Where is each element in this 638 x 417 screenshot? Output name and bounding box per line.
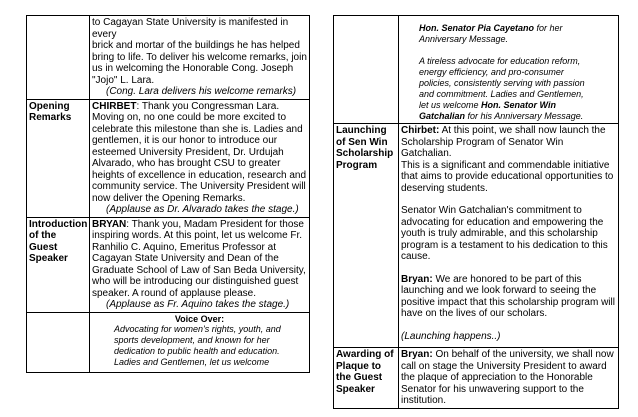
text-line: Advocating for women's rights, youth, and (114, 324, 281, 334)
text-line: Ladies and Gentlemen, let us welcome (114, 357, 270, 367)
opening-remarks-cell (90, 99, 310, 217)
table-row (27, 312, 310, 373)
text-line: launching and we look forward to seeing the (401, 285, 597, 296)
senator-name: Hon. Senator Pia Cayetano (419, 23, 535, 33)
text-span: We are honored to be part of this (432, 273, 582, 285)
text-line: now deliver the Opening Remarks. (92, 192, 246, 204)
row-label-introduction (27, 217, 90, 312)
text-line: who will be introducing our distinguished guest (92, 276, 299, 287)
row-label-launching (334, 124, 399, 348)
text-line: advocating for education and empowering the (401, 216, 604, 228)
text-line: Scholarship Program of Senator Win Gatchalian. (401, 136, 564, 159)
text-line: speaker. A round of applause please. (92, 287, 257, 299)
text-line: have on the lives of our scholars. (401, 308, 548, 319)
text-line: bring to life. To deliver his welcome remarks, join (92, 51, 307, 63)
text-line: positive impact that this scholarship program will (401, 296, 615, 308)
text-line: call on stage the University President to award (401, 360, 607, 372)
spacer (401, 320, 616, 331)
speaker-name: CHIRBET (92, 100, 137, 112)
speaker-name: Chirbet: (401, 125, 440, 136)
table-row (334, 16, 619, 124)
label-line: Speaker (29, 253, 68, 264)
label-line: Opening (29, 100, 70, 112)
introduction-cell (90, 217, 310, 312)
text-span: On behalf of the university, we shall now (432, 349, 614, 360)
row-label-empty (27, 312, 90, 373)
table-row (27, 217, 310, 312)
label-line: Program (336, 159, 378, 171)
senator-name: Hon. Senator Win (481, 100, 556, 110)
speaker-name: Bryan: (401, 273, 433, 285)
text-span: : Thank you Congressman Lara. (136, 100, 280, 112)
text-line: community service. The University President will (92, 181, 306, 192)
table-row (334, 124, 619, 348)
spacer (401, 263, 616, 274)
text-line: that aims to provide educational opportunities to (401, 171, 614, 182)
senator-name: Gatchalian (419, 111, 466, 121)
stage-direction: (Applause as Fr. Aquino takes the stage.) (106, 299, 290, 310)
label-line: Guest (29, 241, 58, 253)
text-line: brick and mortar of the buildings he has helped (92, 40, 300, 51)
text-span: At this point, we shall now launch the (439, 125, 606, 136)
label-line: of the (29, 230, 57, 241)
voice-over-cell (90, 312, 310, 373)
text-line (401, 349, 616, 361)
program-table-left (26, 15, 310, 373)
text-span: : Thank you, Madam President for those (126, 218, 304, 230)
label-line: Remarks (29, 112, 72, 123)
program-table-right (333, 15, 619, 409)
text-line: heights of excellence in education, research and (92, 169, 307, 181)
text-line: Senator for his unwavering support to the (401, 383, 584, 395)
text-line: This is a significant and commendable initiative (401, 159, 610, 171)
text-line: esteemed University President, Dr. Urdujah (92, 146, 284, 158)
text-line (401, 274, 616, 286)
speaker-name: Bryan: (401, 349, 433, 360)
text-line (92, 219, 307, 231)
text-line: Graduate School of Law of San Beda University, (92, 264, 306, 276)
label-line: the Guest (336, 372, 383, 383)
text-line: A tireless advocate for education reform, (419, 56, 581, 66)
speaker-name: BRYAN (92, 218, 127, 230)
table-row (27, 16, 310, 100)
text-line (401, 23, 616, 34)
text-line: celebrate this milestone than she is. Ladies and (92, 123, 303, 135)
stage-direction: (Cong. Lara delivers his welcome remarks) (106, 86, 297, 97)
stage-direction: (Applause as Dr. Alvarado takes the stage.) (106, 204, 299, 215)
label-line: Awarding of (336, 349, 394, 360)
text-line (401, 100, 616, 111)
text-line: Alvarado, who has brought CSU to greater (92, 158, 281, 169)
stage-direction: (Launching happens..) (401, 330, 501, 342)
text-line: Moving on, no one could be more excited to (92, 112, 287, 123)
text-line: and commitment. Ladies and Gentlemen, (419, 89, 584, 99)
row-label-empty (334, 16, 399, 124)
left-program-table (26, 15, 310, 373)
text-line: Cagayan State University and Dean of the (92, 253, 279, 264)
label-line: Launching (336, 125, 387, 136)
row-label-opening-remarks (27, 99, 90, 217)
text-line: inspiring words. At this point, let us welcome Fr. (92, 230, 303, 241)
label-line: Scholarship (336, 148, 394, 159)
text-line: institution. (401, 395, 447, 406)
label-line: Introduction (29, 218, 88, 230)
text-line: dedication to public health and education. (114, 346, 280, 356)
text-line: gentlemen, it is our honor to introduce our (92, 135, 278, 146)
text-span: let us welcome (419, 100, 482, 110)
text-line (92, 101, 307, 113)
text-line: youth is truly admirable, and this scholarship (401, 228, 598, 239)
table-row (334, 348, 619, 409)
row-label-awarding (334, 348, 399, 409)
text-span: for his Anniversary Message. (465, 111, 584, 121)
label-line: Speaker (336, 383, 375, 395)
table-row (27, 99, 310, 217)
text-line: policies, consistently serving with passion (419, 78, 585, 88)
text-span: for her (534, 23, 563, 33)
text-line: Anniversary Message. (419, 34, 509, 44)
text-line (401, 125, 616, 137)
text-line: cause. (401, 251, 431, 262)
welcome-intro-cell (90, 16, 310, 100)
row-label-empty (27, 16, 90, 100)
text-line: Ranhilio C. Aquino, Emeritus Professor at (92, 241, 276, 253)
voice-over-title: Voice Over: (174, 313, 225, 324)
label-line: of Sen Win (336, 136, 388, 148)
text-line: us in welcoming the Honorable Cong. Joseph (92, 63, 294, 74)
text-line: sports development, and known for her (114, 335, 270, 345)
right-program-table (333, 15, 619, 409)
label-line: Plaque to (336, 360, 382, 372)
launching-cell (399, 124, 619, 348)
text-line: to Cagayan State University is manifested in every (92, 17, 289, 40)
text-line (401, 111, 616, 122)
senator-message-cell (399, 16, 619, 124)
text-line: program is a testament to his dedication to this (401, 239, 608, 251)
text-line: Senator Win Gatchalian's commitment to (401, 205, 582, 216)
text-line: the plaque of appreciation to the Honorable (401, 372, 593, 383)
awarding-cell (399, 348, 619, 409)
spacer (401, 194, 616, 205)
spacer (401, 45, 616, 56)
text-line: energy efficiency, and pro-consumer (419, 67, 564, 77)
text-line: "Jojo" L. Lara. (92, 74, 155, 86)
text-line: deserving students. (401, 182, 488, 194)
